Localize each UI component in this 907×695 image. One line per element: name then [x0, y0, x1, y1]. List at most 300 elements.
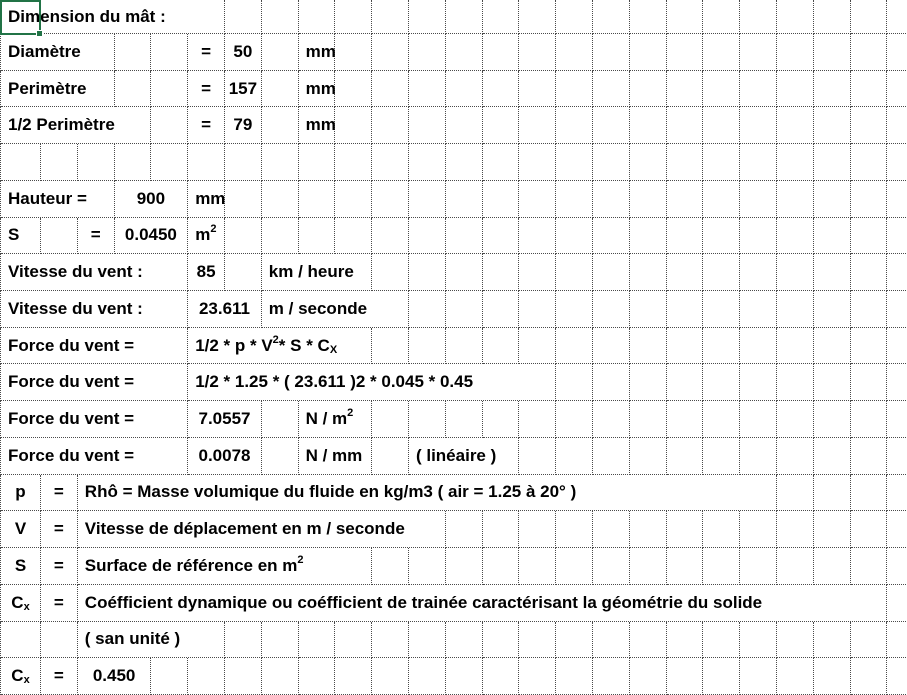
cell-empty[interactable]: [225, 144, 262, 181]
cell-empty[interactable]: [556, 181, 593, 218]
cell-empty[interactable]: [851, 34, 888, 71]
cell-empty[interactable]: [887, 658, 907, 695]
cell-empty[interactable]: [262, 181, 299, 218]
cell-empty[interactable]: [667, 144, 704, 181]
cell-empty[interactable]: [115, 144, 152, 181]
cell-label[interactable]: Vitesse du vent :: [1, 291, 188, 328]
cell-empty[interactable]: [777, 0, 814, 34]
cell-empty[interactable]: [851, 291, 888, 328]
cell-empty[interactable]: [446, 181, 483, 218]
cell-empty[interactable]: [446, 511, 483, 548]
cell-empty[interactable]: [851, 511, 888, 548]
cell-value[interactable]: 0.0078: [188, 438, 262, 475]
cell-empty[interactable]: [851, 475, 888, 512]
cell-empty[interactable]: [667, 0, 704, 34]
cell-empty[interactable]: [446, 254, 483, 291]
cell-empty[interactable]: [519, 34, 556, 71]
cell-empty[interactable]: [446, 34, 483, 71]
cell-empty[interactable]: [593, 548, 630, 585]
cell-empty[interactable]: [814, 71, 851, 108]
cell-empty[interactable]: [299, 144, 336, 181]
cell-empty[interactable]: [483, 291, 520, 328]
cell-definition[interactable]: Coéfficient dynamique ou coéfficient de trainée caractérisant la géométrie du solide: [78, 585, 888, 622]
cell-empty[interactable]: [703, 254, 740, 291]
cell-empty[interactable]: [519, 254, 556, 291]
cell-empty[interactable]: [556, 658, 593, 695]
cell-empty[interactable]: [556, 254, 593, 291]
cell-empty[interactable]: [777, 622, 814, 659]
cell-empty[interactable]: [703, 144, 740, 181]
cell-empty[interactable]: [593, 144, 630, 181]
cell-empty[interactable]: [41, 144, 78, 181]
cell-empty[interactable]: [593, 71, 630, 108]
cell-empty[interactable]: [630, 218, 667, 255]
cell-empty[interactable]: [887, 364, 907, 401]
cell-equals-sign[interactable]: =: [41, 658, 78, 695]
cell-empty[interactable]: [593, 107, 630, 144]
cell-empty[interactable]: [262, 107, 299, 144]
cell-empty[interactable]: [777, 71, 814, 108]
cell-value[interactable]: 50: [225, 34, 262, 71]
cell-formula[interactable]: 1/2 * p * V $^2$ * S * C $_X$: [188, 328, 372, 365]
cell-empty[interactable]: [851, 0, 888, 34]
cell-empty[interactable]: [593, 254, 630, 291]
cell-empty[interactable]: [630, 364, 667, 401]
cell-value[interactable]: 7.0557: [188, 401, 262, 438]
cell-empty[interactable]: [851, 438, 888, 475]
cell-empty[interactable]: [851, 548, 888, 585]
cell-empty[interactable]: [446, 328, 483, 365]
cell-empty[interactable]: [299, 0, 336, 34]
cell-empty[interactable]: [299, 181, 336, 218]
cell-empty[interactable]: [814, 218, 851, 255]
cell-empty[interactable]: [740, 622, 777, 659]
cell-empty[interactable]: [777, 438, 814, 475]
cell-empty[interactable]: [667, 364, 704, 401]
cell-empty[interactable]: [851, 144, 888, 181]
cell-empty[interactable]: [225, 254, 262, 291]
cell-empty[interactable]: [446, 144, 483, 181]
cell-empty[interactable]: [41, 622, 78, 659]
cell-equals-sign[interactable]: =: [41, 548, 78, 585]
cell-empty[interactable]: [335, 34, 372, 71]
cell-empty[interactable]: [630, 181, 667, 218]
cell-empty[interactable]: [740, 658, 777, 695]
cell-empty[interactable]: [887, 438, 907, 475]
cell-empty[interactable]: [703, 34, 740, 71]
cell-empty[interactable]: [740, 548, 777, 585]
cell-empty[interactable]: [446, 107, 483, 144]
cell-empty[interactable]: [777, 181, 814, 218]
cell-empty[interactable]: [115, 71, 152, 108]
cell-empty[interactable]: [593, 328, 630, 365]
cell-empty[interactable]: [41, 218, 78, 255]
cell-empty[interactable]: [887, 144, 907, 181]
cell-empty[interactable]: [372, 401, 409, 438]
cell-empty[interactable]: [409, 34, 446, 71]
cell-empty[interactable]: [667, 438, 704, 475]
cell-empty[interactable]: [777, 218, 814, 255]
cell-empty[interactable]: [630, 328, 667, 365]
cell-unit[interactable]: N / mm: [299, 438, 373, 475]
cell-empty[interactable]: [814, 34, 851, 71]
cell-empty[interactable]: [593, 291, 630, 328]
cell-empty[interactable]: [630, 144, 667, 181]
cell-empty[interactable]: [299, 622, 336, 659]
cell-empty[interactable]: [483, 218, 520, 255]
cell-empty[interactable]: [887, 107, 907, 144]
cell-empty[interactable]: [372, 328, 409, 365]
cell-unit[interactable]: mm: [299, 107, 336, 144]
cell-empty[interactable]: [519, 401, 556, 438]
cell-empty[interactable]: [151, 71, 188, 108]
cell-empty[interactable]: [703, 181, 740, 218]
cell-value[interactable]: 85: [188, 254, 225, 291]
cell-empty[interactable]: [483, 181, 520, 218]
cell-equals-sign[interactable]: =: [41, 511, 78, 548]
cell-empty[interactable]: [777, 511, 814, 548]
cell-label[interactable]: Force du vent =: [1, 364, 188, 401]
cell-unit[interactable]: mm: [299, 34, 336, 71]
cell-empty[interactable]: [703, 0, 740, 34]
cell-empty[interactable]: [446, 71, 483, 108]
cell-empty[interactable]: [740, 328, 777, 365]
cell-empty[interactable]: [409, 658, 446, 695]
cell-empty[interactable]: [519, 658, 556, 695]
cell-symbol[interactable]: S: [1, 548, 41, 585]
cell-empty[interactable]: [630, 658, 667, 695]
cell-empty[interactable]: [814, 658, 851, 695]
cell-empty[interactable]: [225, 0, 262, 34]
cell-empty[interactable]: [483, 34, 520, 71]
cell-empty[interactable]: [335, 622, 372, 659]
cell-empty[interactable]: [556, 218, 593, 255]
cell-empty[interactable]: [814, 438, 851, 475]
cell-empty[interactable]: [262, 438, 299, 475]
cell-empty[interactable]: [814, 181, 851, 218]
cell-empty[interactable]: [483, 622, 520, 659]
cell-empty[interactable]: [225, 622, 262, 659]
cell-empty[interactable]: [335, 181, 372, 218]
cell-empty[interactable]: [446, 658, 483, 695]
cell-empty[interactable]: [335, 71, 372, 108]
cell-empty[interactable]: [740, 254, 777, 291]
cell-empty[interactable]: [483, 107, 520, 144]
cell-empty[interactable]: [887, 71, 907, 108]
cell-empty[interactable]: [556, 34, 593, 71]
cell-empty[interactable]: [409, 71, 446, 108]
cell-empty[interactable]: [483, 511, 520, 548]
cell-empty[interactable]: [703, 291, 740, 328]
cell-empty[interactable]: [814, 401, 851, 438]
cell-empty[interactable]: [409, 181, 446, 218]
cell-empty[interactable]: [262, 218, 299, 255]
cell-empty[interactable]: [630, 401, 667, 438]
cell-empty[interactable]: [887, 34, 907, 71]
cell-empty[interactable]: [299, 658, 336, 695]
cell-empty[interactable]: [151, 658, 188, 695]
cell-empty[interactable]: [409, 401, 446, 438]
cell-empty[interactable]: [519, 107, 556, 144]
cell-empty[interactable]: [814, 475, 851, 512]
cell-empty[interactable]: [740, 511, 777, 548]
cell-empty[interactable]: [777, 107, 814, 144]
cell-label[interactable]: Force du vent =: [1, 438, 188, 475]
cell-unit[interactable]: mm: [188, 181, 225, 218]
cell-empty[interactable]: [593, 401, 630, 438]
cell-empty[interactable]: [409, 107, 446, 144]
cell-empty[interactable]: [519, 438, 556, 475]
cell-empty[interactable]: [446, 0, 483, 34]
cell-empty[interactable]: [887, 291, 907, 328]
cell-empty[interactable]: [556, 328, 593, 365]
cell-empty[interactable]: [814, 511, 851, 548]
cell-empty[interactable]: [483, 0, 520, 34]
cell-empty[interactable]: [667, 71, 704, 108]
cell-empty[interactable]: [740, 71, 777, 108]
cell-empty[interactable]: [887, 585, 907, 622]
cell-label[interactable]: 1/2 Perimètre: [1, 107, 151, 144]
cell-empty[interactable]: [851, 107, 888, 144]
cell-empty[interactable]: [703, 438, 740, 475]
cell-empty[interactable]: [483, 328, 520, 365]
cell-empty[interactable]: [703, 71, 740, 108]
cell-empty[interactable]: [593, 622, 630, 659]
cell-empty[interactable]: [630, 622, 667, 659]
cell-empty[interactable]: [814, 0, 851, 34]
cell-empty[interactable]: [519, 291, 556, 328]
cell-empty[interactable]: [887, 328, 907, 365]
cell-empty[interactable]: [593, 438, 630, 475]
cell-empty[interactable]: [851, 71, 888, 108]
cell-empty[interactable]: [519, 328, 556, 365]
cell-empty[interactable]: [630, 0, 667, 34]
cell-empty[interactable]: [446, 401, 483, 438]
cell-empty[interactable]: [299, 218, 336, 255]
cell-empty[interactable]: [409, 144, 446, 181]
cell-label[interactable]: Vitesse du vent :: [1, 254, 188, 291]
cell-empty[interactable]: [703, 328, 740, 365]
cell-empty[interactable]: [446, 218, 483, 255]
cell-empty[interactable]: [556, 107, 593, 144]
cell-formula[interactable]: 1/2 * 1.25 * ( 23.611 )2 * 0.045 * 0.45: [188, 364, 556, 401]
cell-label[interactable]: Diamètre: [1, 34, 115, 71]
cell-empty[interactable]: [777, 548, 814, 585]
cell-empty[interactable]: [851, 181, 888, 218]
cell-empty[interactable]: [703, 548, 740, 585]
cell-empty[interactable]: [740, 438, 777, 475]
cell-empty[interactable]: [887, 254, 907, 291]
cell-empty[interactable]: [1, 622, 41, 659]
cell-empty[interactable]: [777, 144, 814, 181]
cell-empty[interactable]: [740, 401, 777, 438]
cell-unit[interactable]: mm: [299, 71, 336, 108]
cell-empty[interactable]: [740, 144, 777, 181]
cell-empty[interactable]: [887, 548, 907, 585]
cell-equals-sign[interactable]: =: [78, 218, 115, 255]
cell-value[interactable]: 23.611: [188, 291, 262, 328]
cell-empty[interactable]: [814, 328, 851, 365]
cell-empty[interactable]: [851, 622, 888, 659]
cell-empty[interactable]: [740, 364, 777, 401]
cell-empty[interactable]: [667, 622, 704, 659]
cell-empty[interactable]: [630, 71, 667, 108]
cell-label[interactable]: Perimètre: [1, 71, 115, 108]
cell-empty[interactable]: [814, 254, 851, 291]
cell-label[interactable]: Force du vent =: [1, 401, 188, 438]
cell-empty[interactable]: [667, 34, 704, 71]
cell-empty[interactable]: [887, 401, 907, 438]
cell-empty[interactable]: [483, 254, 520, 291]
cell-empty[interactable]: [667, 548, 704, 585]
cell-empty[interactable]: [225, 218, 262, 255]
cell-empty[interactable]: [556, 438, 593, 475]
cell-empty[interactable]: [225, 181, 262, 218]
cell-empty[interactable]: [556, 548, 593, 585]
cell-note[interactable]: ( linéaire ): [409, 438, 519, 475]
cell-empty[interactable]: [409, 622, 446, 659]
cell-equals-sign[interactable]: =: [188, 107, 225, 144]
cell-empty[interactable]: [409, 328, 446, 365]
cell-definition[interactable]: Surface de référence en m $^2$: [78, 548, 372, 585]
cell-equals-sign[interactable]: =: [188, 71, 225, 108]
cell-definition[interactable]: ( san unité ): [78, 622, 225, 659]
cell-empty[interactable]: [446, 622, 483, 659]
cell-empty[interactable]: [887, 0, 907, 34]
cell-empty[interactable]: [556, 622, 593, 659]
cell-empty[interactable]: [851, 401, 888, 438]
cell-empty[interactable]: [151, 107, 188, 144]
cell-empty[interactable]: [335, 107, 372, 144]
cell-empty[interactable]: [372, 71, 409, 108]
cell-empty[interactable]: [519, 144, 556, 181]
cell-label[interactable]: S: [1, 218, 41, 255]
cell-empty[interactable]: [777, 401, 814, 438]
cell-empty[interactable]: [556, 364, 593, 401]
cell-empty[interactable]: [593, 181, 630, 218]
cell-empty[interactable]: [409, 254, 446, 291]
cell-symbol[interactable]: C $_x$: [1, 658, 41, 695]
cell-empty[interactable]: [703, 364, 740, 401]
cell-empty[interactable]: [483, 658, 520, 695]
cell-empty[interactable]: [851, 364, 888, 401]
cell-value[interactable]: 79: [225, 107, 262, 144]
cell-empty[interactable]: [814, 291, 851, 328]
cell-empty[interactable]: [556, 144, 593, 181]
cell-empty[interactable]: [887, 181, 907, 218]
cell-empty[interactable]: [372, 622, 409, 659]
cell-empty[interactable]: [814, 107, 851, 144]
cell-empty[interactable]: [372, 548, 409, 585]
cell-empty[interactable]: [262, 71, 299, 108]
cell-value[interactable]: 157: [225, 71, 262, 108]
cell-empty[interactable]: [593, 364, 630, 401]
cell-empty[interactable]: [593, 218, 630, 255]
cell-empty[interactable]: [519, 511, 556, 548]
cell-empty[interactable]: [372, 107, 409, 144]
cell-label[interactable]: Hauteur =: [1, 181, 115, 218]
cell-empty[interactable]: [335, 658, 372, 695]
cell-empty[interactable]: [667, 254, 704, 291]
cell-empty[interactable]: [667, 511, 704, 548]
cell-equals-sign[interactable]: =: [188, 34, 225, 71]
cell-empty[interactable]: [887, 511, 907, 548]
cell-empty[interactable]: [667, 181, 704, 218]
cell-empty[interactable]: [446, 548, 483, 585]
cell-empty[interactable]: [593, 511, 630, 548]
cell-empty[interactable]: [483, 401, 520, 438]
cell-empty[interactable]: [519, 71, 556, 108]
cell-empty[interactable]: [887, 218, 907, 255]
cell-empty[interactable]: [703, 511, 740, 548]
cell-symbol[interactable]: V: [1, 511, 41, 548]
cell-empty[interactable]: [630, 291, 667, 328]
cell-title[interactable]: Dimension du mât :: [1, 0, 225, 34]
cell-empty[interactable]: [262, 34, 299, 71]
cell-empty[interactable]: [777, 364, 814, 401]
cell-unit[interactable]: km / heure: [262, 254, 372, 291]
cell-empty[interactable]: [409, 218, 446, 255]
cell-empty[interactable]: [593, 0, 630, 34]
cell-empty[interactable]: [372, 34, 409, 71]
cell-symbol[interactable]: C $_x$: [1, 585, 41, 622]
cell-empty[interactable]: [630, 438, 667, 475]
cell-empty[interactable]: [1, 144, 41, 181]
cell-empty[interactable]: [740, 0, 777, 34]
cell-empty[interactable]: [740, 181, 777, 218]
cell-empty[interactable]: [115, 34, 152, 71]
cell-empty[interactable]: [814, 144, 851, 181]
cell-empty[interactable]: [777, 658, 814, 695]
cell-empty[interactable]: [667, 401, 704, 438]
cell-empty[interactable]: [483, 71, 520, 108]
cell-empty[interactable]: [777, 34, 814, 71]
cell-empty[interactable]: [630, 548, 667, 585]
cell-label[interactable]: Force du vent =: [1, 328, 188, 365]
cell-empty[interactable]: [740, 107, 777, 144]
cell-empty[interactable]: [372, 144, 409, 181]
cell-empty[interactable]: [703, 401, 740, 438]
cell-equals-sign[interactable]: =: [41, 585, 78, 622]
cell-empty[interactable]: [335, 0, 372, 34]
cell-empty[interactable]: [262, 658, 299, 695]
cell-empty[interactable]: [372, 254, 409, 291]
cell-empty[interactable]: [703, 622, 740, 659]
cell-empty[interactable]: [851, 254, 888, 291]
cell-empty[interactable]: [556, 401, 593, 438]
cell-empty[interactable]: [483, 548, 520, 585]
cell-empty[interactable]: [667, 291, 704, 328]
cell-empty[interactable]: [151, 144, 188, 181]
cell-empty[interactable]: [519, 181, 556, 218]
cell-definition[interactable]: Vitesse de déplacement en m / seconde: [78, 511, 446, 548]
cell-empty[interactable]: [335, 218, 372, 255]
cell-empty[interactable]: [667, 107, 704, 144]
cell-empty[interactable]: [262, 144, 299, 181]
cell-value[interactable]: 0.0450: [115, 218, 189, 255]
cell-empty[interactable]: [78, 144, 115, 181]
cell-empty[interactable]: [519, 0, 556, 34]
cell-empty[interactable]: [556, 0, 593, 34]
cell-empty[interactable]: [372, 181, 409, 218]
cell-empty[interactable]: [777, 291, 814, 328]
cell-empty[interactable]: [777, 328, 814, 365]
cell-empty[interactable]: [630, 34, 667, 71]
cell-value[interactable]: 0.450: [78, 658, 152, 695]
cell-unit[interactable]: m $^2$: [188, 218, 225, 255]
cell-empty[interactable]: [483, 144, 520, 181]
cell-empty[interactable]: [667, 658, 704, 695]
